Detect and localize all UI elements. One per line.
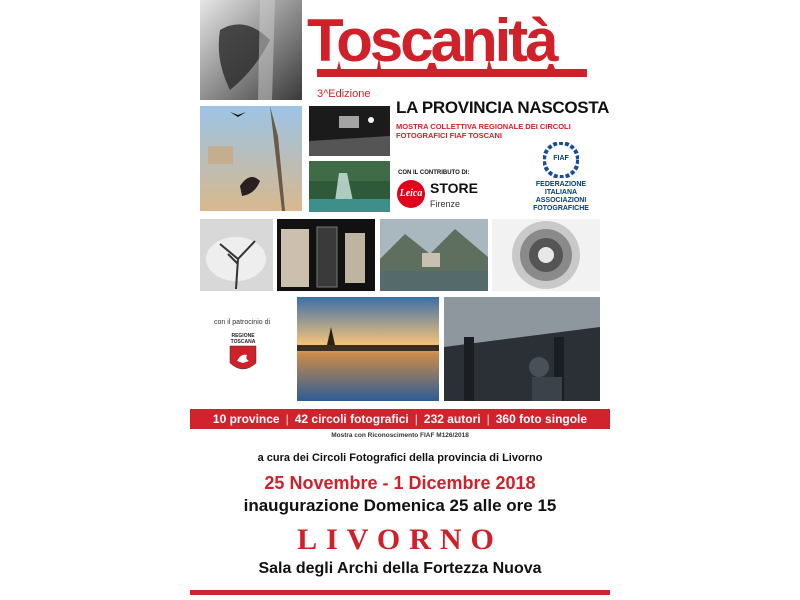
sponsor-city: Firenze	[430, 199, 461, 209]
edition-label: 3^Edizione	[317, 88, 371, 100]
exhibition-poster	[190, 0, 610, 600]
photo-statues	[277, 219, 375, 291]
pegasus-shield-icon	[227, 345, 259, 375]
stat-separator: |	[486, 412, 490, 426]
description-line-1: MOSTRA COLLETTIVA REGIONALE DEI CIRCOLI	[396, 122, 571, 131]
poster-subtitle: LA PROVINCIA NASCOSTA	[396, 98, 610, 117]
stat-foto: 360 foto singole	[495, 412, 588, 426]
stat-separator: |	[285, 412, 289, 426]
regione-toscana-logo	[227, 333, 259, 375]
photo-workshop	[444, 297, 600, 401]
description-line-2: FOTOGRAFICI FIAF TOSCANI	[396, 131, 502, 140]
city-name: LIVORNO	[297, 523, 503, 556]
photo-bird-sky	[200, 106, 302, 211]
stat-separator: |	[414, 412, 418, 426]
fiaf-line-1: FEDERAZIONE	[535, 181, 587, 188]
fiaf-line-4: FOTOGRAFICHE	[533, 205, 589, 212]
contributo-label: CON IL CONTRIBUTO DI:	[398, 170, 470, 176]
photo-mountain-village	[380, 219, 488, 291]
leica-logo: Leica	[397, 180, 425, 208]
photo-bw-tree	[200, 219, 273, 291]
fiaf-name	[525, 181, 597, 213]
photo-lake-sunset	[297, 297, 439, 401]
bottom-divider	[190, 590, 610, 595]
skyline-graphic	[317, 55, 587, 77]
fiaf-logo-icon	[543, 142, 579, 178]
stat-province: 10 province	[212, 412, 280, 426]
stat-circoli: 42 circoli fotografici	[294, 412, 409, 426]
photo-night-street	[309, 106, 390, 156]
fiaf-line-3: ASSOCIAZIONI	[535, 197, 587, 204]
fiaf-recognition: Mostra con Riconoscimento FIAF M126/2018	[331, 432, 469, 439]
photo-spiral-ceiling	[492, 219, 600, 291]
patrocinio-label: con il patrocinio di	[214, 319, 271, 326]
photo-bw-palm-tree	[200, 0, 302, 100]
fiaf-line-2: ITALIANA	[544, 189, 578, 196]
regione-line-2: TOSCANA	[230, 339, 256, 345]
inauguration-info: inaugurazione Domenica 25 alle ore 15	[243, 496, 557, 515]
curated-by: a cura dei Circoli Fotografici della provincia di Livorno	[257, 452, 543, 464]
regione-line-1: REGIONE	[231, 333, 255, 339]
venue-name: Sala degli Archi della Fortezza Nuova	[258, 560, 542, 577]
poster-title: Toscanità	[307, 7, 556, 74]
exhibition-dates: 25 Novembre - 1 Dicembre 2018	[264, 473, 536, 493]
sponsor-name: STORE	[430, 180, 478, 196]
photo-waterfall	[309, 161, 390, 212]
fiaf-badge-text: FIAF	[553, 155, 569, 162]
stats-banner	[190, 409, 610, 429]
stat-autori: 232 autori	[423, 412, 481, 426]
